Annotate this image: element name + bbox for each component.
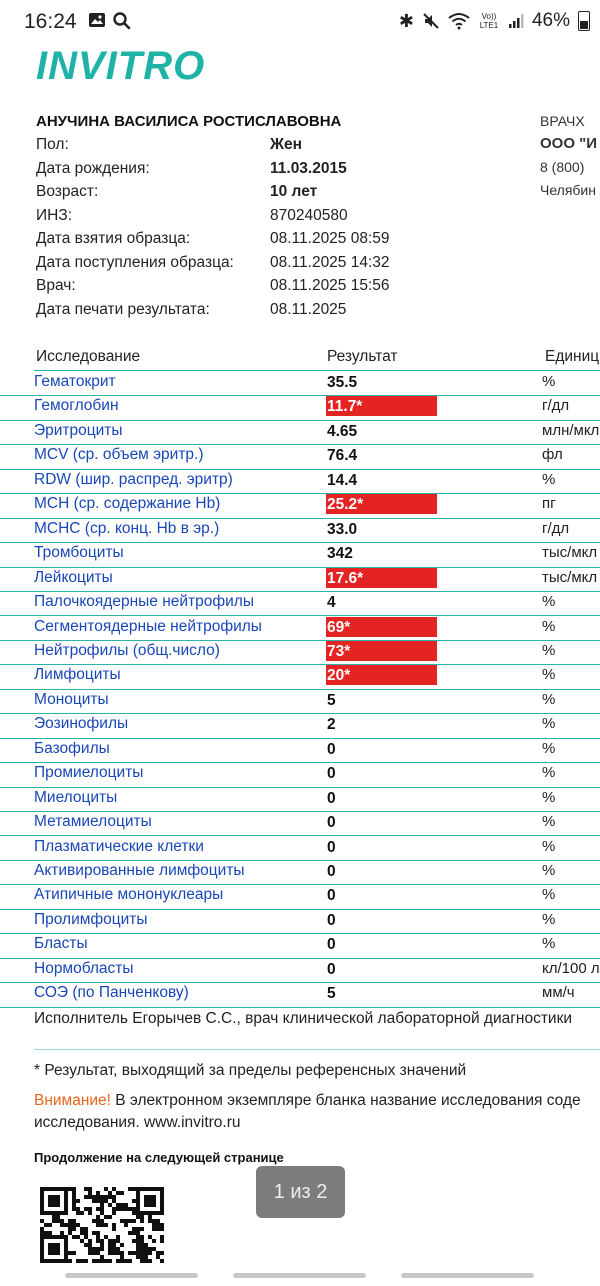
result-value: 342 [327, 545, 353, 563]
result-value: 5 [327, 691, 336, 709]
result-row [0, 958, 600, 983]
info-value: 08.11.2025 08:59 [270, 230, 390, 247]
result-value: 0 [327, 789, 336, 807]
result-value-flagged: 20* [326, 665, 437, 685]
divider [34, 1049, 600, 1050]
test-name: Лейкоциты [34, 568, 113, 586]
result-row [0, 542, 600, 567]
info-value: 08.11.2025 15:56 [270, 277, 390, 294]
result-unit: % [542, 862, 556, 879]
info-label: Врач: [36, 277, 76, 294]
result-unit: г/дл [542, 397, 570, 415]
search-icon [112, 11, 131, 30]
result-unit: тыс/мкл [542, 568, 598, 586]
result-row [0, 420, 600, 445]
test-name: Эритроциты [34, 421, 123, 439]
result-row [0, 591, 600, 616]
signal-icon [508, 13, 524, 29]
result-row [0, 982, 600, 1007]
result-row [0, 395, 600, 420]
info-row [36, 301, 536, 324]
info-label: Дата взятия образца: [36, 230, 191, 247]
qr-code [40, 1187, 164, 1263]
col-header-test: Исследование [36, 348, 141, 365]
result-unit: кл/100 л [542, 959, 600, 977]
test-name: Нейтрофилы (общ.число) [34, 641, 220, 659]
result-value: 4 [327, 594, 336, 612]
info-value: 10 лет [270, 183, 318, 200]
bluetooth-icon: ✱ [398, 10, 414, 31]
result-unit: % [542, 837, 556, 855]
test-name: Гемоглобин [34, 397, 119, 415]
result-row [0, 909, 600, 934]
result-row [0, 738, 600, 763]
info-value: 08.11.2025 [270, 300, 347, 318]
clock: 16:24 [24, 10, 77, 33]
info-row [36, 230, 536, 253]
result-row [0, 518, 600, 543]
result-unit: % [542, 739, 556, 757]
result-unit: % [542, 373, 556, 390]
result-value: 0 [327, 911, 336, 929]
result-row [0, 933, 600, 958]
test-name: СОЭ (по Панченкову) [34, 984, 189, 1002]
result-value: 0 [327, 838, 336, 856]
result-row [0, 689, 600, 714]
result-value: 0 [327, 765, 336, 783]
warning-text-2: исследования. www.invitro.ru [34, 1114, 241, 1131]
info-row [36, 277, 536, 300]
info-label: Дата рождения: [36, 159, 150, 177]
result-value: 4.65 [327, 422, 358, 440]
col-header-unit: Единиц [545, 348, 600, 365]
result-unit: фл [542, 446, 563, 464]
warning-text: В электронном экземпляре бланка название исследования соде [110, 1092, 581, 1109]
result-value-flagged: 69* [326, 617, 437, 637]
page-indicator: 1 из 2 [256, 1166, 345, 1218]
test-name: Гематокрит [34, 373, 116, 390]
result-value: 0 [327, 863, 336, 880]
info-row [36, 136, 536, 159]
result-value: 76.4 [327, 447, 358, 465]
info-row [36, 160, 536, 183]
result-row [0, 713, 600, 738]
test-name: Эозинофилы [34, 715, 129, 733]
executor-line: Исполнитель Егорычев С.С., врач клинической лабораторной диагностики [34, 1010, 573, 1027]
info-value: 08.11.2025 14:32 [270, 253, 390, 271]
result-unit: % [542, 470, 556, 488]
result-value: 33.0 [327, 520, 358, 538]
result-row [0, 616, 600, 641]
result-row [0, 762, 600, 787]
result-row [0, 371, 600, 396]
result-unit: % [542, 764, 556, 782]
info-value: 870240580 [270, 206, 348, 224]
patient-name: АНУЧИНА ВАСИЛИСА РОСТИСЛАВОВНА [36, 113, 342, 130]
result-unit: % [542, 935, 556, 953]
result-unit: г/дл [542, 519, 570, 537]
result-row [0, 664, 600, 689]
info-label: Дата печати результата: [36, 300, 210, 318]
test-name: Пролимфоциты [34, 910, 148, 928]
result-value-flagged: 25.2* [326, 494, 437, 514]
result-unit: тыс/мкл [542, 544, 598, 562]
result-value: 0 [327, 887, 336, 905]
test-name: Сегментоядерные нейтрофилы [34, 617, 262, 635]
info-value: Жен [270, 136, 302, 153]
test-name: Лимфоциты [34, 666, 121, 684]
test-name: MCH (ср. содержание Hb) [34, 495, 221, 513]
test-name: Промиелоциты [34, 764, 144, 782]
invitro-logo: INVITRO [36, 44, 206, 88]
result-row [0, 860, 600, 885]
info-label: Пол: [36, 136, 69, 153]
image-icon [88, 11, 106, 29]
nav-handle-center[interactable] [233, 1273, 366, 1278]
notification-icons [88, 11, 131, 30]
info-value: 11.03.2015 [270, 159, 347, 177]
result-unit: % [542, 641, 556, 659]
system-icons [399, 10, 590, 32]
footnote: * Результат, выходящий за пределы референсных значений [34, 1062, 467, 1079]
result-value: 35.5 [327, 374, 358, 391]
nav-handle-left[interactable] [65, 1273, 198, 1278]
test-name: Палочкоядерные нейтрофилы [34, 593, 254, 611]
test-name: MCV (ср. объем эритр.) [34, 446, 204, 464]
doctor-heading: ВРАЧХ [540, 113, 585, 129]
test-name: Тромбоциты [34, 544, 124, 562]
doctor-city: Челябин [540, 182, 596, 198]
doctor-org: ООО "И [540, 135, 598, 152]
result-value-flagged: 73* [326, 641, 437, 661]
volte-icon: Vo)) LTE1 [479, 12, 499, 30]
result-value: 14.4 [327, 471, 358, 489]
result-unit: пг [542, 495, 556, 513]
result-unit: % [542, 617, 556, 635]
result-unit: % [542, 593, 556, 611]
continuation-note: Продолжение на следующей странице [34, 1150, 284, 1165]
result-row [0, 444, 600, 469]
info-label: ИНЗ: [36, 206, 73, 224]
info-row [36, 183, 536, 206]
result-unit: % [542, 886, 556, 904]
result-value: 0 [327, 740, 336, 758]
warning-label: Внимание! [34, 1092, 111, 1109]
result-unit: мм/ч [542, 984, 575, 1002]
info-label: Дата поступления образца: [36, 253, 234, 271]
result-value: 2 [327, 716, 336, 734]
test-name: Метамиелоциты [34, 813, 152, 831]
result-unit: % [542, 910, 556, 928]
result-value-flagged: 11.7* [326, 396, 437, 416]
test-name: Атипичные мононуклеары [34, 886, 224, 904]
result-unit: % [542, 813, 556, 831]
battery-percent: 46% [531, 10, 570, 31]
result-value: 5 [327, 985, 336, 1003]
test-name: Плазматические клетки [34, 837, 204, 855]
result-unit: % [542, 788, 556, 806]
test-name: Нормобласты [34, 959, 134, 977]
result-unit: % [542, 690, 556, 708]
test-name: Моноциты [34, 690, 109, 708]
result-row [0, 787, 600, 812]
info-row [36, 254, 536, 277]
test-name: RDW (шир. распред. эритр) [34, 470, 233, 488]
result-row [0, 811, 600, 836]
result-value: 0 [327, 936, 336, 954]
status-bar [0, 0, 600, 44]
nav-handle-right[interactable] [401, 1273, 534, 1278]
result-row [0, 884, 600, 909]
info-label: Возраст: [36, 183, 99, 200]
result-row [0, 567, 600, 592]
mute-icon [422, 12, 440, 30]
test-name: Активированные лимфоциты [34, 862, 245, 879]
result-value: 0 [327, 960, 336, 978]
result-row [0, 493, 600, 518]
col-header-result: Результат [327, 348, 398, 365]
result-row [0, 836, 600, 861]
test-name: MCHC (ср. конц. Hb в эр.) [34, 519, 220, 537]
result-value: 0 [327, 814, 336, 832]
result-unit: % [542, 666, 556, 684]
doctor-phone: 8 (800) [540, 159, 585, 175]
result-row [0, 469, 600, 494]
warning-note [34, 1090, 600, 1134]
result-row [0, 640, 600, 665]
test-name: Базофилы [34, 739, 110, 757]
result-unit: млн/мкл [542, 421, 600, 439]
info-row [36, 207, 536, 230]
test-name: Бласты [34, 935, 88, 953]
result-value-flagged: 17.6* [326, 568, 437, 588]
test-name: Миелоциты [34, 788, 118, 806]
battery-icon [578, 11, 590, 31]
wifi-icon [448, 12, 470, 30]
result-unit: % [542, 715, 556, 733]
